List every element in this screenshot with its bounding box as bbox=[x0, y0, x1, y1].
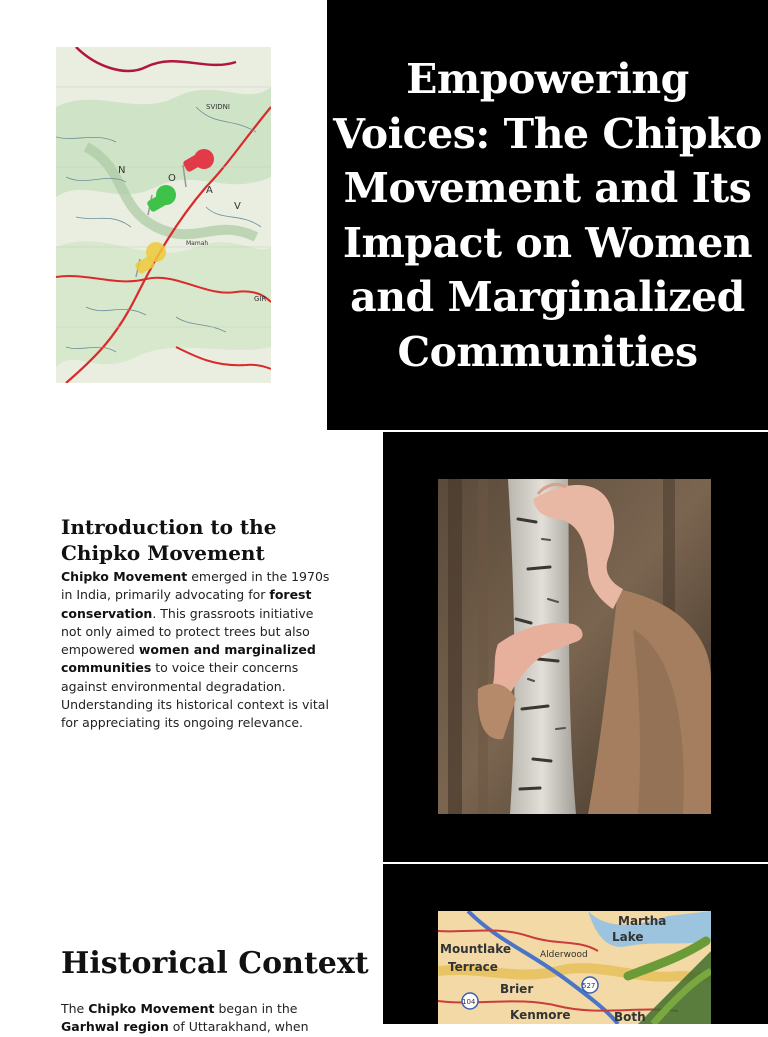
text-run: began in the bbox=[214, 1001, 298, 1016]
text-run: to voice their concerns against environmental degradation. Understanding its historical context is vital for appreciating its ongoing relevance. bbox=[61, 660, 329, 731]
map-label: A bbox=[206, 185, 213, 196]
map-label: V bbox=[234, 201, 241, 212]
map-label: Lake bbox=[612, 930, 644, 944]
map-with-pins-image bbox=[56, 47, 271, 383]
text-run: of Uttarakhand, when bbox=[168, 1019, 309, 1035]
map-label: GIR bbox=[254, 295, 267, 303]
map-label: SVIDNI bbox=[206, 103, 230, 111]
intro-heading: Introduction to the Chipko Movement bbox=[61, 515, 277, 565]
map-label: Terrace bbox=[448, 960, 498, 974]
intro-paragraph bbox=[61, 568, 333, 733]
map-label: 104 bbox=[462, 998, 476, 1006]
bold-phrase: women and marginalized communities bbox=[61, 642, 316, 676]
map-label: Kenmore bbox=[510, 1008, 571, 1022]
text-run: . This grassroots initiative not only aimed to protect trees but also empowered bbox=[61, 605, 314, 658]
historical-context-heading: Historical Context bbox=[61, 946, 369, 981]
page-title: Empowering Voices: The Chipko Movement and Its Impact on Women and Marginalized Communities bbox=[333, 55, 762, 376]
map-label: Both bbox=[614, 1010, 646, 1024]
map-label: O bbox=[168, 173, 176, 184]
map-label: Brier bbox=[500, 982, 534, 996]
road-map-image bbox=[438, 911, 711, 1024]
tree-hug-illustration bbox=[438, 479, 711, 814]
slide1-title-panel bbox=[327, 0, 768, 430]
map-label: N bbox=[118, 165, 126, 176]
bold-phrase: forest conservation bbox=[61, 587, 312, 621]
bold-phrase: Garhwal region bbox=[61, 1019, 169, 1035]
map-with-pins-illustration bbox=[56, 47, 271, 383]
map-label: Mountlake bbox=[440, 942, 512, 956]
tree-hug-image bbox=[438, 479, 711, 814]
road-map-illustration bbox=[438, 911, 711, 1024]
historical-context-paragraph bbox=[61, 1000, 333, 1037]
text-run: The bbox=[61, 1001, 89, 1016]
bold-phrase: Chipko Movement bbox=[61, 569, 188, 584]
map-label: Martha bbox=[618, 914, 667, 928]
map-label: 527 bbox=[582, 982, 596, 990]
map-label: Mamah bbox=[186, 240, 209, 247]
bold-phrase: Chipko Movement bbox=[88, 1001, 215, 1016]
text-run: emerged in the 1970s in India, primarily advocating for bbox=[61, 569, 330, 603]
map-label: Alderwood bbox=[540, 950, 588, 960]
